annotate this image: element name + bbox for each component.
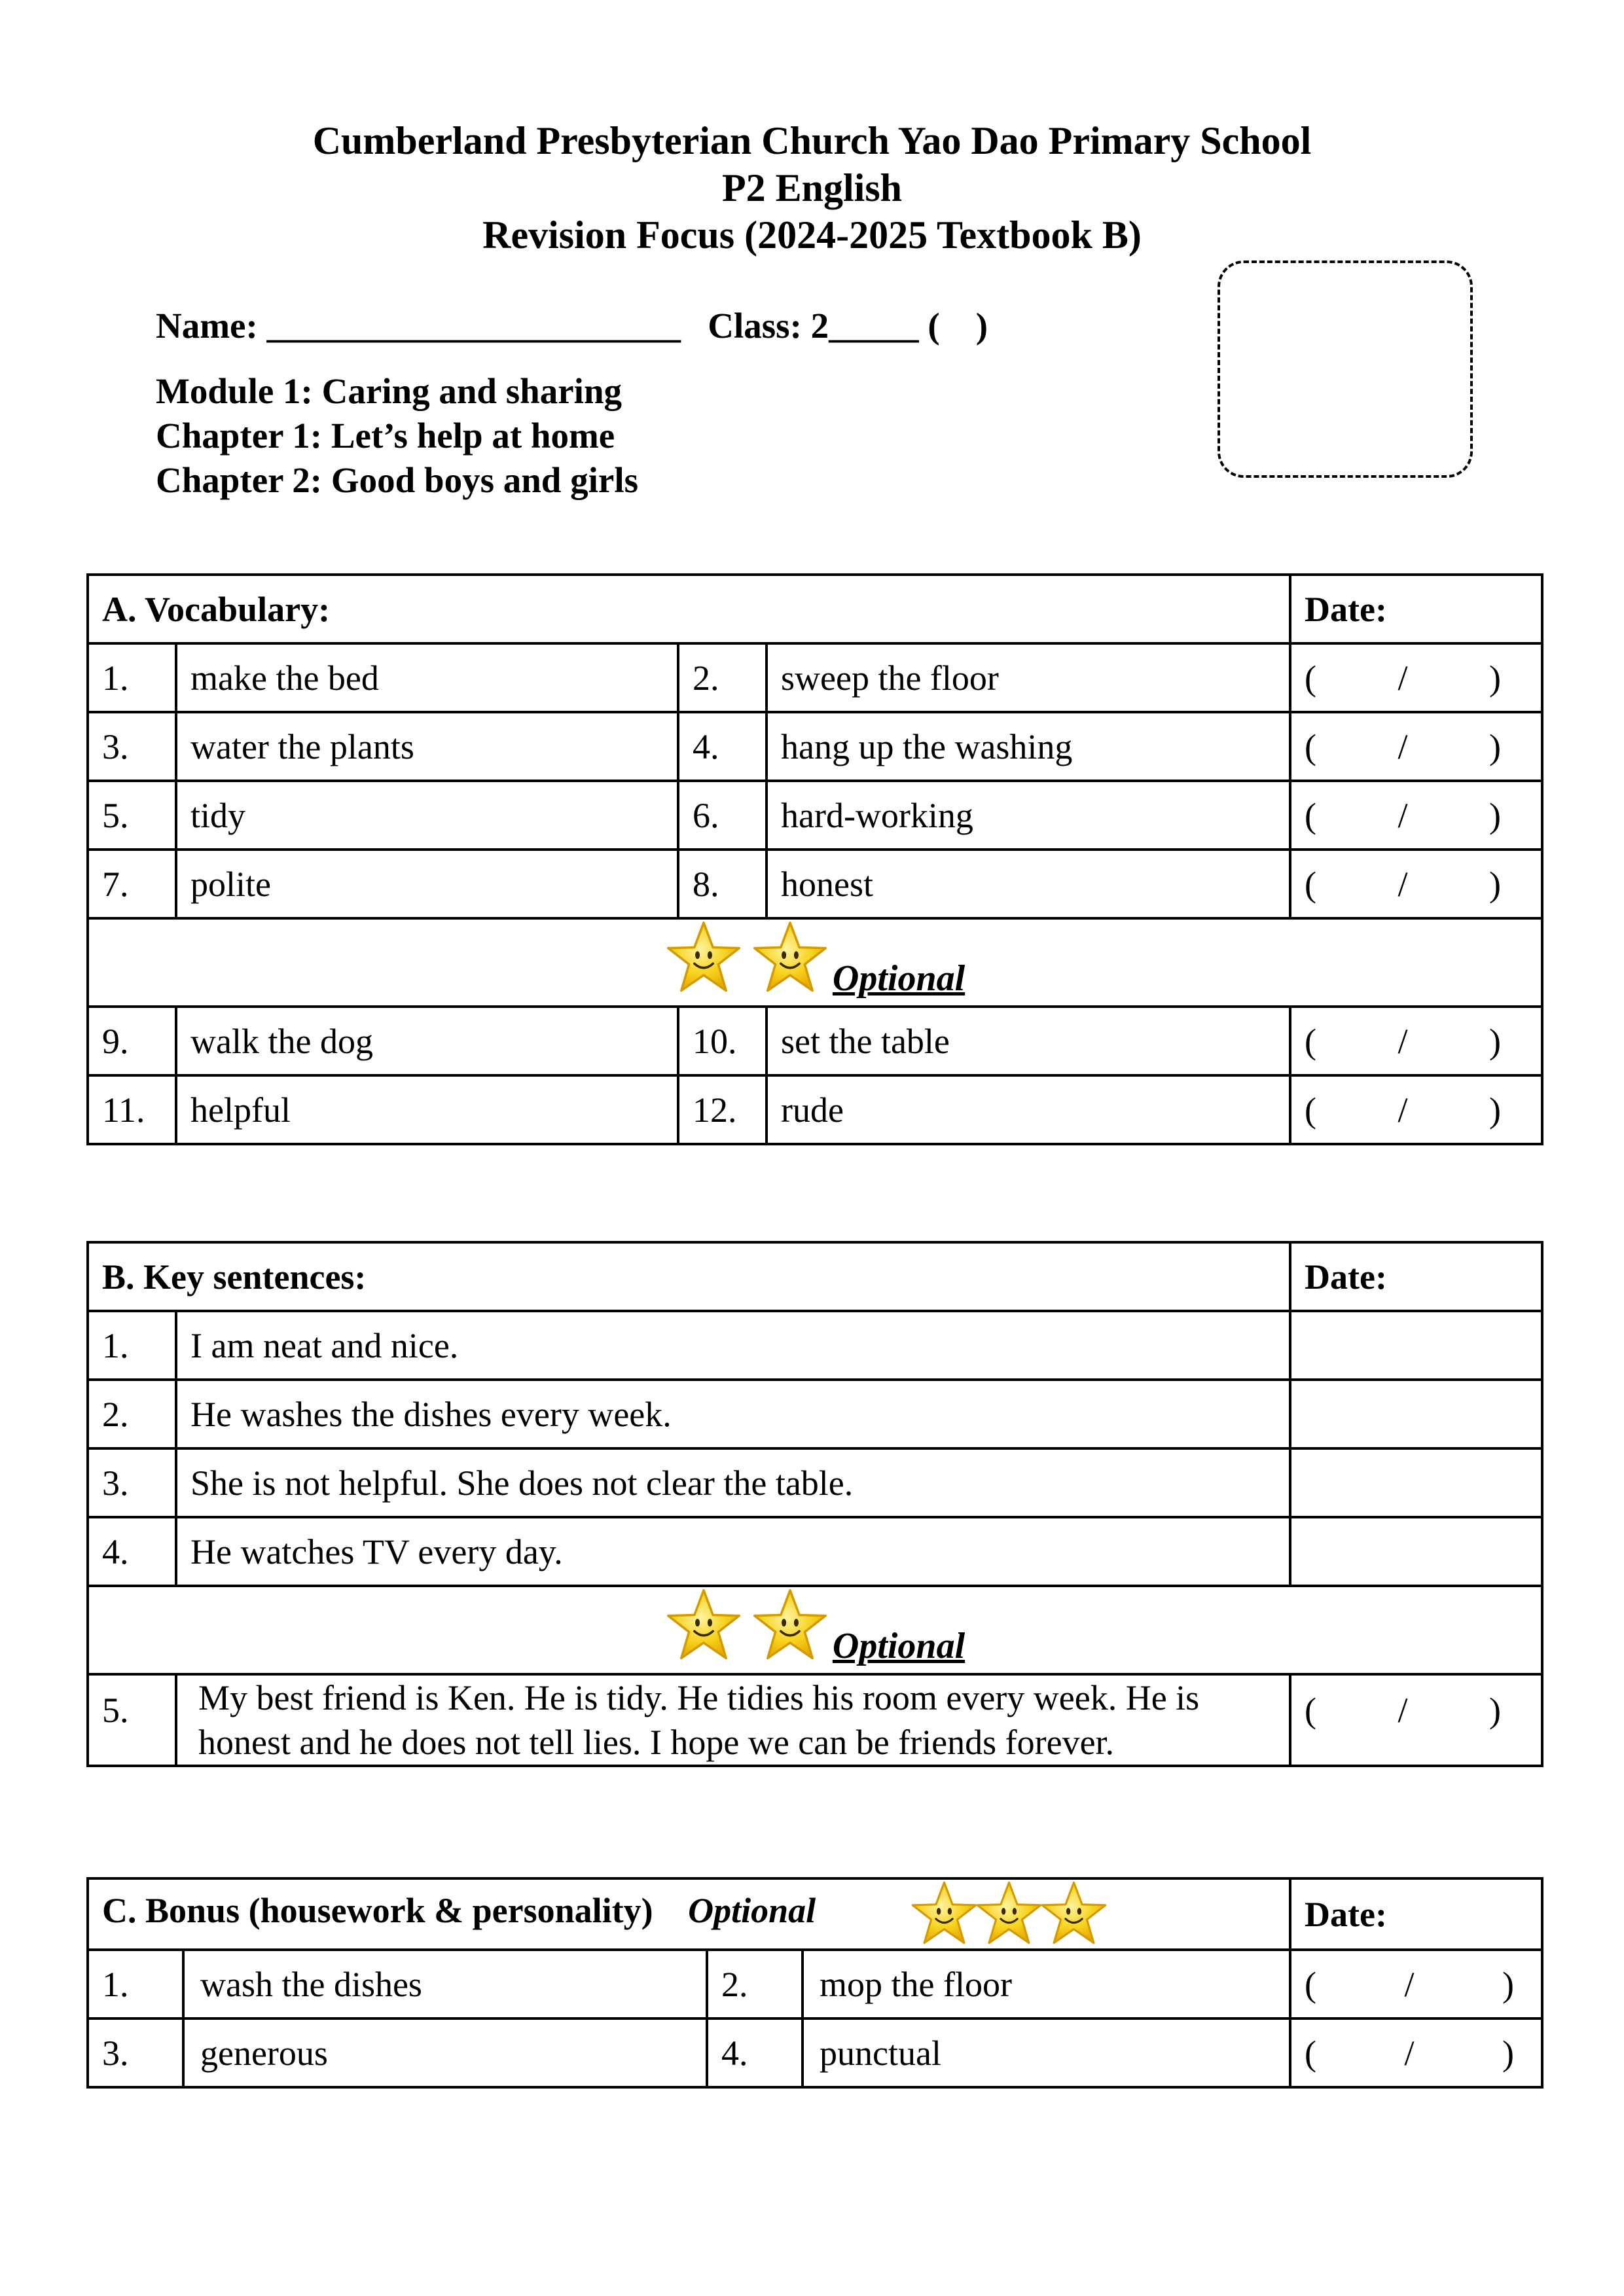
bonus-heading: C. Bonus (housework & personality) xyxy=(102,1890,653,1930)
date-field[interactable] xyxy=(1290,1674,1542,1766)
vocab-item: walk the dog xyxy=(176,1007,678,1075)
date-open: ( xyxy=(1305,1691,1316,1730)
sentence-text: He watches TV every day. xyxy=(176,1517,1290,1586)
module-line: Module 1: Caring and sharing xyxy=(156,371,623,411)
date-slash: / xyxy=(1398,726,1408,766)
date-field[interactable] xyxy=(1290,1380,1542,1448)
item-number: 9. xyxy=(88,1007,176,1075)
vocab-item: generous xyxy=(183,2018,707,2087)
optional-label: Optional xyxy=(832,958,965,999)
date-open: ( xyxy=(1305,864,1317,904)
date-close: ) xyxy=(1489,864,1502,904)
vocab-item: hard-working xyxy=(767,781,1290,850)
date-close: ) xyxy=(1489,795,1502,835)
table-row xyxy=(88,781,1542,850)
school-name: Cumberland Presbyterian Church Yao Dao Primary School xyxy=(312,119,1312,162)
date-open: ( xyxy=(1305,1090,1317,1130)
date-field[interactable] xyxy=(1290,1448,1542,1517)
date-close: ) xyxy=(1489,1090,1502,1130)
item-number: 1. xyxy=(88,1950,183,2018)
table-row xyxy=(88,1448,1542,1517)
table-row xyxy=(88,1517,1542,1586)
item-number: 7. xyxy=(88,850,176,918)
vocab-item: hang up the washing xyxy=(767,712,1290,781)
date-field[interactable] xyxy=(1290,781,1542,850)
date-label: Date: xyxy=(1290,575,1542,643)
vocabulary-table xyxy=(86,573,1543,1145)
date-open: ( xyxy=(1305,1021,1317,1061)
table-row xyxy=(88,2018,1542,2087)
item-number: 5. xyxy=(88,781,176,850)
table-row xyxy=(88,1950,1542,2018)
date-close: ) xyxy=(1489,726,1502,766)
date-field[interactable] xyxy=(1290,1950,1542,2018)
table-row xyxy=(88,1311,1542,1380)
smiling-star-icon xyxy=(975,1880,1043,1948)
date-close: ) xyxy=(1489,658,1502,698)
item-number: 12. xyxy=(678,1075,767,1144)
smiling-star-icon xyxy=(751,1587,829,1664)
item-number: 1. xyxy=(88,1311,176,1380)
date-slash: / xyxy=(1398,864,1408,904)
sentence-text: I am neat and nice. xyxy=(176,1311,1290,1380)
date-field[interactable] xyxy=(1290,1075,1542,1144)
chapter-2-line: Chapter 2: Good boys and girls xyxy=(156,460,639,500)
item-number: 4. xyxy=(707,2018,803,2087)
item-number: 2. xyxy=(678,643,767,712)
revision-title: Revision Focus (2024-2025 Textbook B) xyxy=(482,213,1142,257)
smiling-star-icon xyxy=(1039,1880,1108,1948)
sentence-text: My best friend is Ken. He is tidy. He tidies his room every week. He is honest and he does not tell lies. I hope we can be friends forever. xyxy=(176,1674,1290,1766)
vocab-item: polite xyxy=(176,850,678,918)
item-number: 6. xyxy=(678,781,767,850)
date-close: ) xyxy=(1502,2033,1514,2073)
date-slash: / xyxy=(1398,658,1408,698)
date-field[interactable] xyxy=(1290,1517,1542,1586)
table-row xyxy=(88,712,1542,781)
item-number: 1. xyxy=(88,643,176,712)
date-field[interactable] xyxy=(1290,2018,1542,2087)
key-sentences-table xyxy=(86,1241,1543,1767)
date-open: ( xyxy=(1305,658,1317,698)
item-number: 2. xyxy=(707,1950,803,2018)
date-open: ( xyxy=(1305,726,1317,766)
item-number: 8. xyxy=(678,850,767,918)
date-close: ) xyxy=(1502,1964,1514,2004)
item-number: 11. xyxy=(88,1075,176,1144)
vocab-item: honest xyxy=(767,850,1290,918)
vocab-item: punctual xyxy=(803,2018,1290,2087)
date-close: ) xyxy=(1489,1691,1501,1730)
smiling-star-icon xyxy=(665,920,742,997)
smiling-star-icon xyxy=(910,1880,979,1948)
smiling-star-icon xyxy=(665,1587,742,1664)
key-sentences-heading: B. Key sentences: xyxy=(88,1242,1290,1311)
date-field[interactable] xyxy=(1290,712,1542,781)
date-slash: / xyxy=(1404,2033,1415,2073)
date-open: ( xyxy=(1305,2033,1316,2073)
date-close: ) xyxy=(1489,1021,1502,1061)
vocab-item: water the plants xyxy=(176,712,678,781)
sentence-text: He washes the dishes every week. xyxy=(176,1380,1290,1448)
bonus-table xyxy=(86,1877,1543,2089)
item-number: 5. xyxy=(88,1674,176,1766)
sentence-text: She is not helpful. She does not clear the table. xyxy=(176,1448,1290,1517)
date-label: Date: xyxy=(1290,1878,1542,1950)
item-number: 4. xyxy=(88,1517,176,1586)
item-number: 10. xyxy=(678,1007,767,1075)
table-row xyxy=(88,643,1542,712)
date-open: ( xyxy=(1305,795,1317,835)
date-slash: / xyxy=(1404,1964,1415,2004)
date-slash: / xyxy=(1398,795,1408,835)
vocabulary-heading: A. Vocabulary: xyxy=(88,575,1290,643)
table-row xyxy=(88,1380,1542,1448)
date-field[interactable] xyxy=(1290,1311,1542,1380)
vocab-item: mop the floor xyxy=(803,1950,1290,2018)
vocab-item: rude xyxy=(767,1075,1290,1144)
vocab-item: set the table xyxy=(767,1007,1290,1075)
date-slash: / xyxy=(1398,1691,1408,1730)
table-row xyxy=(88,1674,1542,1766)
vocab-item: sweep the floor xyxy=(767,643,1290,712)
optional-label: Optional xyxy=(832,1626,965,1666)
table-row xyxy=(88,1075,1542,1144)
vocab-item: wash the dishes xyxy=(183,1950,707,2018)
table-row xyxy=(88,850,1542,918)
item-number: 3. xyxy=(88,1448,176,1517)
subject-title: P2 English xyxy=(721,166,903,209)
optional-banner xyxy=(88,918,1542,1007)
date-slash: / xyxy=(1398,1021,1408,1061)
date-field[interactable] xyxy=(1290,643,1542,712)
item-number: 2. xyxy=(88,1380,176,1448)
date-slash: / xyxy=(1398,1090,1408,1130)
item-number: 3. xyxy=(88,2018,183,2087)
vocab-item: make the bed xyxy=(176,643,678,712)
date-field[interactable] xyxy=(1290,850,1542,918)
date-field[interactable] xyxy=(1290,1007,1542,1075)
vocab-item: helpful xyxy=(176,1075,678,1144)
sticker-box xyxy=(1218,260,1473,478)
smiling-star-icon xyxy=(751,920,829,997)
item-number: 4. xyxy=(678,712,767,781)
name-class-line: Name: _______________________ Class: 2_____ ( ) xyxy=(156,306,988,346)
item-number: 3. xyxy=(88,712,176,781)
date-open: ( xyxy=(1305,1964,1316,2004)
chapter-1-line: Chapter 1: Let’s help at home xyxy=(156,416,615,456)
bonus-heading-cell xyxy=(88,1878,1290,1950)
optional-label: Optional xyxy=(688,1890,816,1930)
date-label: Date: xyxy=(1290,1242,1542,1311)
table-row xyxy=(88,1007,1542,1075)
optional-banner xyxy=(88,1586,1542,1674)
vocab-item: tidy xyxy=(176,781,678,850)
